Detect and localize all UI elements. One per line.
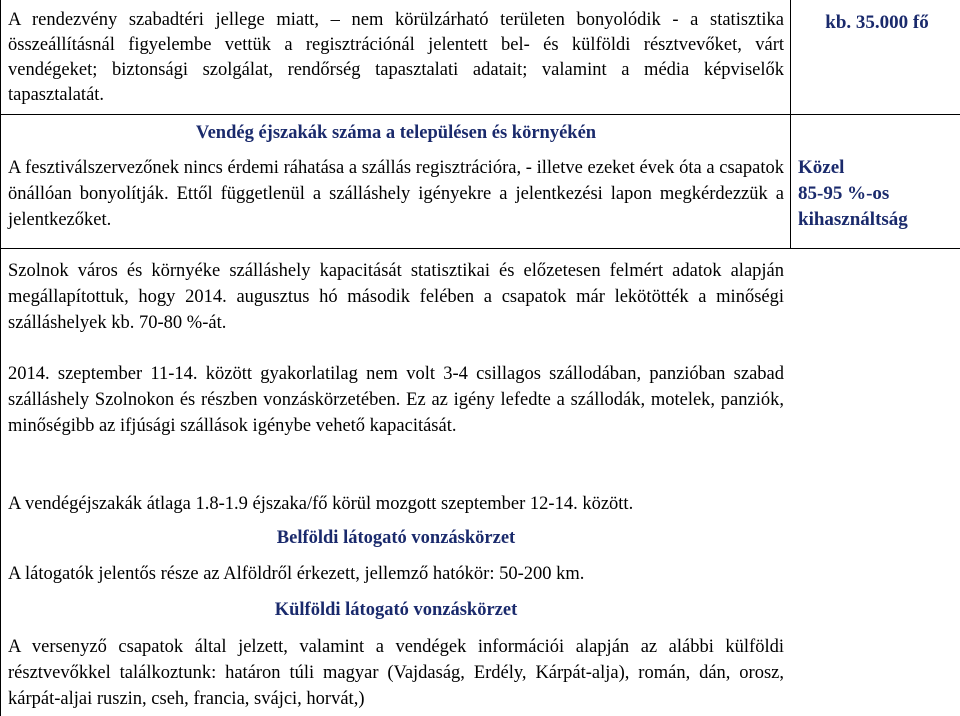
domestic-text: A látogatók jelentős része az Alföldről érkezett, jellemző hatókör: 50-200 km. — [8, 564, 585, 584]
domestic-heading: Belföldi látogató vonzáskörzet — [276, 528, 516, 548]
occupancy-line-3: kihasználtság — [798, 209, 908, 230]
occupancy-side-note — [798, 155, 958, 233]
guest-nights-paragraph-2: Szolnok város és környéke szálláshely kapacitását statisztikai és előzetesen felmért adatok alapján megállapítottuk, hogy 2014. augusztus hó második felében a csapatok már lekötötték a minőségi szálláshelyek kb. 70-80 %-át. — [8, 261, 784, 333]
guest-nights-paragraph-3: 2014. szeptember 11-14. között gyakorlatilag nem volt 3-4 csillagos szállodában, panzióban szabad szálláshely Szolnokon és részben vonzáskörzetében. Ez az igény lefedte a szállodák, motelek, panziók, minőségibb az ifjúsági szállások igénybe vehető kapacitását. — [8, 364, 784, 436]
intro-text: A rendezvény szabadtéri jellege miatt, – nem körülzárható területen bonyolódik - a statisztika összeállításnál figyelembe vettük a regisztrációnál jelentett bel- és külföldi résztvevőket, várt vendégeket; biztonsági szolgálat, rendőrség tapasztalati adatait; valamint a média képviselők tapasztalatát. — [8, 10, 784, 105]
column-divider — [790, 0, 791, 248]
foreign-heading: Külföldi látogató vonzáskörzet — [274, 600, 518, 620]
guest-nights-heading: Vendég éjszakák száma a településen és környékén — [195, 123, 597, 143]
guest-nights-average: A vendégéjszakák átlaga 1.8-1.9 éjszaka/fő körül mozgott szeptember 12-14. között. — [8, 494, 634, 514]
guest-nights-paragraph-1: A fesztiválszervezőnek nincs érdemi ráhatása a szállás regisztrációra, - illetve ezeket évek óta a csapatok önállóan bonyolítják. Ettől függetlenül a szálláshely igényekre a jelentkezési lapon megkérdezzük a jelentkezőket. — [8, 158, 784, 230]
visitor-count-value: kb. 35.000 fő — [825, 12, 929, 33]
row-divider-1 — [0, 114, 960, 115]
table-border-left — [0, 0, 1, 716]
occupancy-line-2: 85-95 %-os — [798, 183, 890, 204]
foreign-text: A versenyző csapatok által jelzett, valamint a vendégek információi alapján az alábbi külföldi résztvevőkkel találkoztunk: határon túli magyar (Vajdaság, Erdély, Kárpát-alja), román, dán, orosz, kárpát-aljai ruszin, cseh, francia, svájci, horvát,) — [8, 637, 784, 709]
occupancy-line-1: Közel — [798, 157, 845, 178]
row-divider-2 — [0, 248, 960, 249]
